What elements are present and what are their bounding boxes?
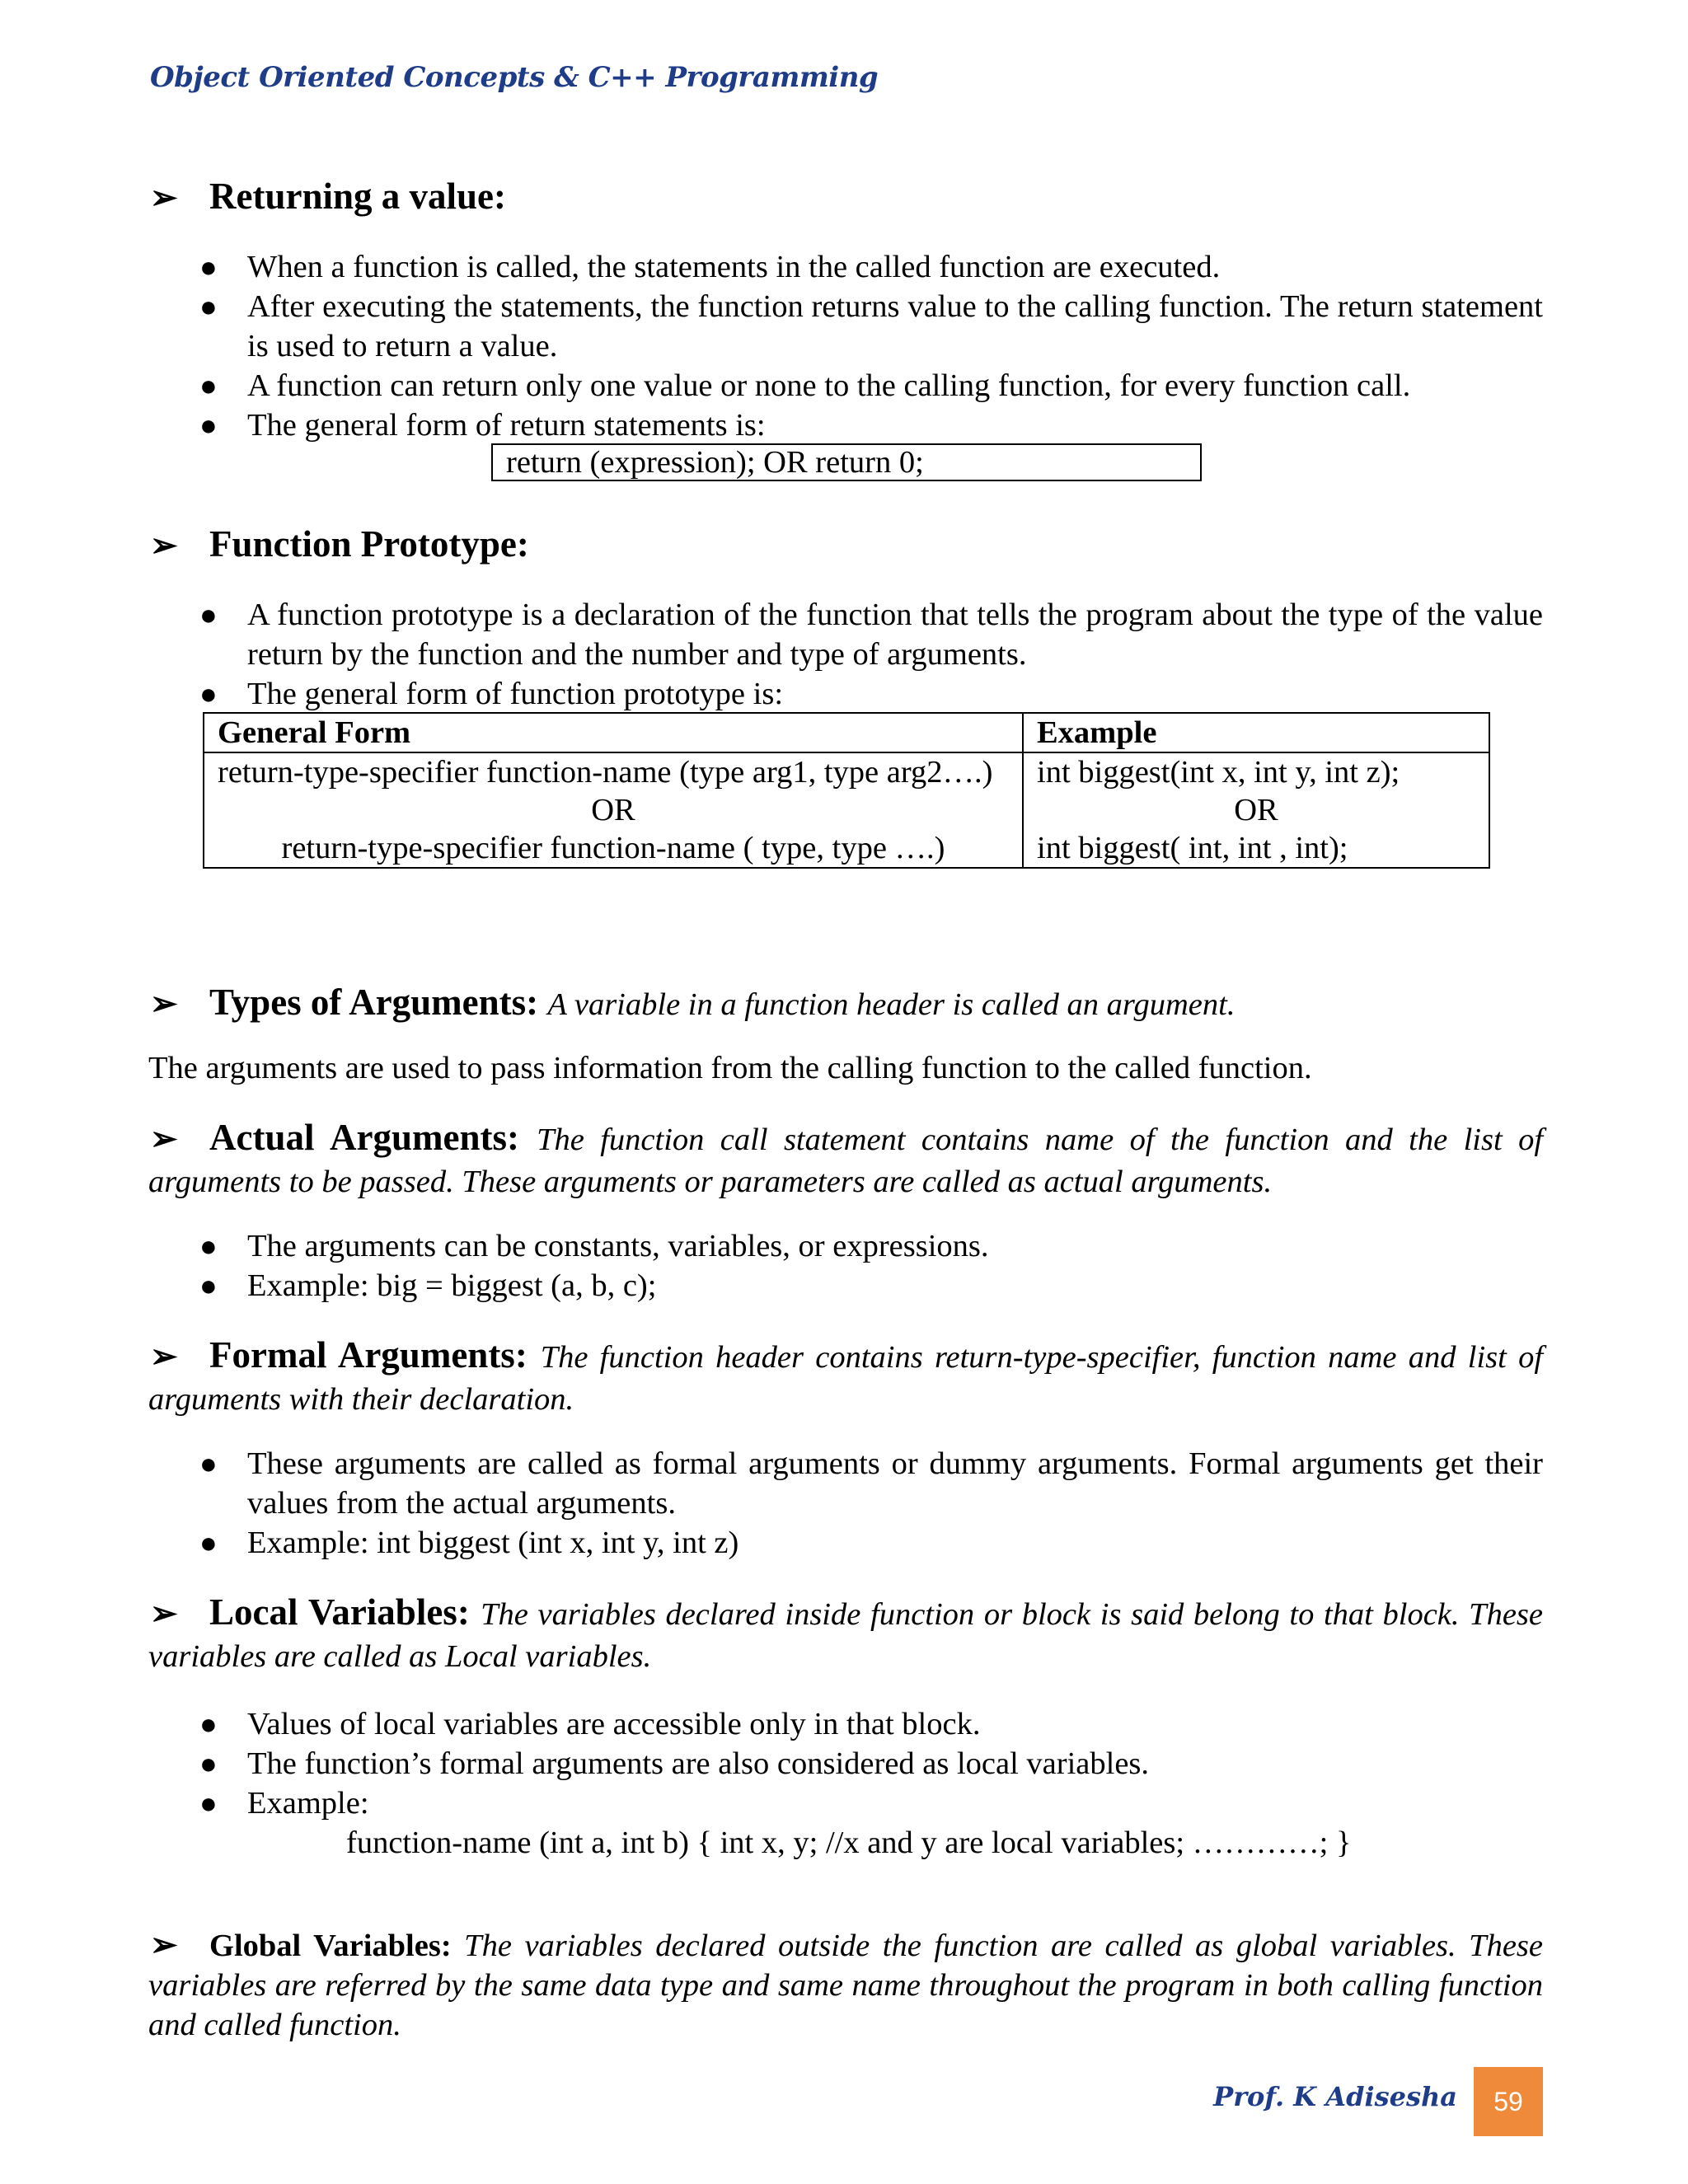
list-item: ● The general form of return statements is: [148, 405, 1543, 445]
bullet-dot-icon: ● [199, 1787, 218, 1820]
running-header: Object Oriented Concepts & C++ Programming [150, 61, 879, 94]
actual-bullets [148, 1226, 1543, 1305]
list-item: ● A function can return only one value or none to the calling function, for every function call. [148, 366, 1543, 405]
table-row [204, 752, 1489, 868]
heading-local-variables: ➢ Local Variables: The variables declared inside function or block is said belong to that block. These variables are called as Local variables. [148, 1591, 1544, 1674]
bullet-dot-icon: ● [199, 251, 218, 284]
heading-function-prototype: ➢ Function Prototype: [148, 521, 1543, 569]
list-item: ● After executing the statements, the function returns value to the calling function. The return statement is used to return a value. [148, 287, 1543, 366]
list-item: ● Example: big = biggest (a, b, c); [148, 1266, 1543, 1305]
types-paragraph: The arguments are used to pass information from the calling function to the called function. [148, 1051, 1312, 1085]
heading-global-variables: ➢ Global Variables: The variables declared outside the function are called as global variables. These variables are referred by the same data type and same name throughout the program in both calling function and called function. [148, 1926, 1543, 2042]
bullet-dot-icon: ● [199, 369, 218, 402]
list-item: ● Example: int biggest (int x, int y, int z) [148, 1523, 1543, 1563]
heading-actual-arguments: ➢ Actual Arguments: The function call statement contains name of the function and the list of arguments to be passed. These arguments or parameters are called as actual arguments. [148, 1117, 1544, 1199]
arrow-bullet-icon: ➢ [150, 1595, 178, 1632]
formal-bullets [148, 1444, 1543, 1563]
table-header-example: Example [1023, 713, 1489, 752]
local-example-code: function-name (int a, int b) { int x, y; //x and y are local variables; …………; } [346, 1825, 1352, 1860]
bullet-dot-icon: ● [199, 677, 218, 710]
table-cell-general-form: return-type-specifier function-name (type arg1, type arg2….) OR return-type-specifier function-name ( type, type ….) [204, 752, 1023, 868]
list-item: ● Values of local variables are accessible only in that block. [148, 1704, 1543, 1744]
table-header-row [204, 713, 1489, 752]
page-number-badge: 59 [1474, 2067, 1543, 2136]
bullet-dot-icon: ● [199, 290, 218, 323]
footer-author: Prof. K Adisesha [1213, 2081, 1457, 2112]
list-item: ● When a function is called, the statements in the called function are executed. [148, 247, 1543, 287]
table-header-general-form: General Form [204, 713, 1023, 752]
bullet-dot-icon: ● [199, 1526, 218, 1559]
bullet-dot-icon: ● [199, 1230, 218, 1263]
returning-bullets [148, 247, 1543, 445]
prototype-bullets [148, 595, 1543, 714]
arrow-bullet-icon: ➢ [150, 179, 178, 216]
list-item: ● The arguments can be constants, variables, or expressions. [148, 1226, 1543, 1266]
list-item: ● A function prototype is a declaration of the function that tells the program about the type of the value return by the function and the number and type of arguments. [148, 595, 1543, 674]
arrow-bullet-icon: ➢ [150, 527, 178, 564]
arrow-bullet-icon: ➢ [150, 985, 178, 1022]
bullet-dot-icon: ● [199, 1708, 218, 1741]
bullet-dot-icon: ● [199, 598, 218, 631]
bullet-dot-icon: ● [199, 1747, 218, 1780]
heading-returning-value: ➢ Returning a value: [148, 173, 1543, 221]
return-syntax-box: return (expression); OR return 0; [491, 443, 1202, 481]
table-cell-example: int biggest(int x, int y, int z); OR int biggest( int, int , int); [1023, 752, 1489, 868]
list-item: ● Example: [148, 1783, 1543, 1823]
arrow-bullet-icon: ➢ [150, 1926, 178, 1963]
list-item: ● The function’s formal arguments are also considered as local variables. [148, 1744, 1543, 1783]
arrow-bullet-icon: ➢ [150, 1338, 178, 1375]
heading-formal-arguments: ➢ Formal Arguments: The function header contains return-type-specifier, function name and list of arguments with their declaration. [148, 1334, 1544, 1417]
bullet-dot-icon: ● [199, 1269, 218, 1302]
list-item: ● The general form of function prototype is: [148, 674, 1543, 714]
bullet-dot-icon: ● [199, 409, 218, 442]
heading-types-of-arguments: ➢ Types of Arguments: A variable in a function header is called an argument. [148, 979, 1543, 1028]
arrow-bullet-icon: ➢ [150, 1120, 178, 1157]
local-bullets [148, 1704, 1543, 1823]
bullet-dot-icon: ● [199, 1447, 218, 1480]
list-item: ● These arguments are called as formal arguments or dummy arguments. Formal arguments get their values from the actual arguments. [148, 1444, 1543, 1523]
prototype-table [203, 712, 1490, 869]
